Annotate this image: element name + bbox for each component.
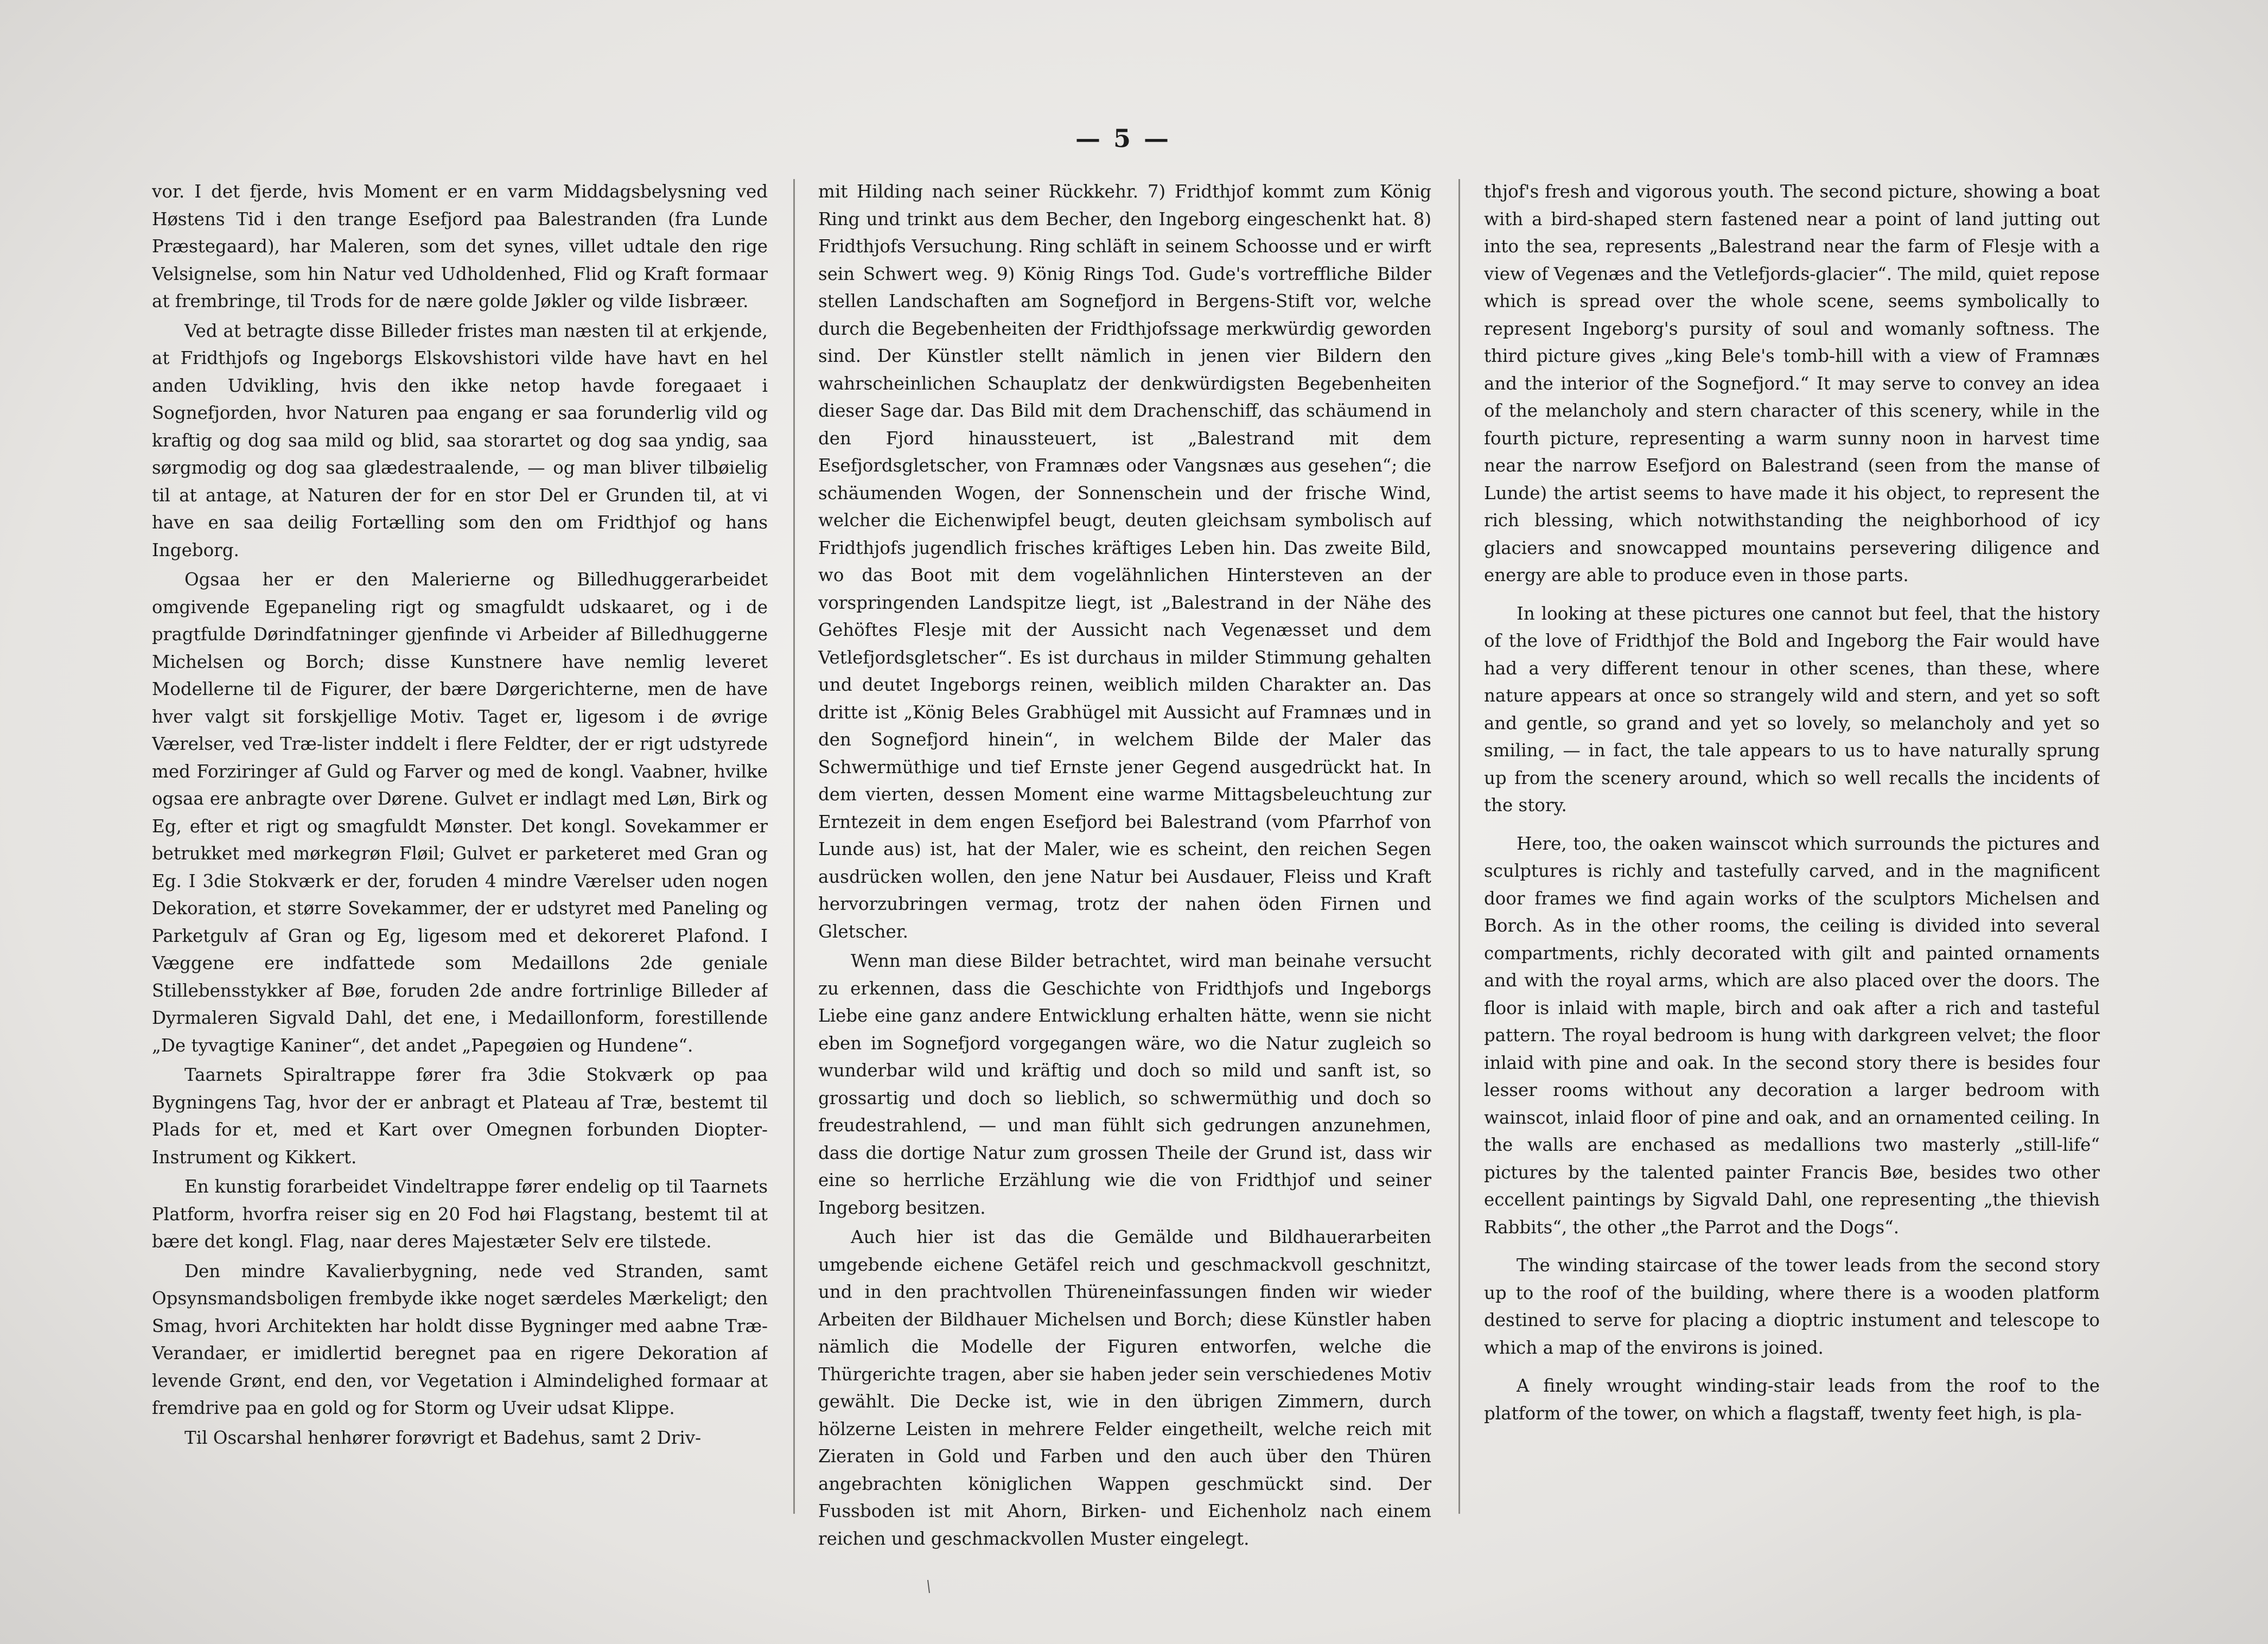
column-divider: [793, 179, 795, 1514]
paragraph: Wenn man diese Bilder betrachtet, wird man beinahe versucht zu erkennen, dass die Geschichte von Fridthjofs und Ingeborgs Liebe eine ganz andere Entwicklung erhalten hätte, wenn sie nicht eben im Sognefjord vorgegangen wäre, wo die Natur zugleich so wunderbar wild und kräftig und doch so mild und sanft ist, so grossartig und doch so lieblich, so schwermüthig und doch so freudestrahlend, — und man fühlt sich gedrungen anzunehmen, dass die dortige Natur zum grossen Theile der Grund ist, dass wir eine so herrliche Erzählung wie die von Fridthjof und seiner Ingeborg besitzen.: [818, 951, 1431, 1218]
norwegian-text-column: [152, 178, 768, 1567]
paragraph: Auch hier ist das die Gemälde und Bildhauerarbeiten umgebende eichene Getäfel reich und geschmackvoll geschnitzt, und in den prachtvollen Thüreneinfassungen finden wir wieder Arbeiten der Bildhauer Michelsen und Borch; diese Künstler haben nämlich die Modelle der Figuren entworfen, welche die Thürgerichte tragen, aber sie haben jeder sein verschiedenes Motiv gewählt. Die Decke ist, wie in den übrigen Zimmern, durch hölzerne Leisten in mehrere Felder eingetheilt, welche reich mit Zieraten in Gold und Farben und den auch über den Thüren angebrachten königlichen Wappen geschmückt sind. Der Fussboden ist mit Ahorn, Birken- und Eichenholz nach einem reichen und geschmackvollen Muster eingelegt.: [818, 1227, 1431, 1549]
paragraph: Den mindre Kavalierbygning, nede ved Stranden, samt Opsynsmandsboligen frembyde ikke noget særdeles Mærkeligt; den Smag, hvori Architekten har holdt disse Bygninger med aabne Træ-Verandaer, er imidlertid beregnet paa en rigere Dekoration af levende Grønt, end den, vor Vegetation i Almindelighed formaar at fremdrive paa en gold og for Storm og Uveir udsat Klippe.: [152, 1260, 768, 1418]
paragraph: In looking at these pictures one cannot but feel, that the history of the love of Fridthjof the Bold and Ingeborg the Fair would have had a very different tenour in other scenes, than these, where nature appears at once so strangely wild and stern, and yet so soft and gentle, so grand and yet so lovely, so melancholy and yet so smiling, — in fact, the tale appears to us to have naturally sprung up from the scenery around, which so well recalls the incidents of the story.: [1484, 603, 2100, 815]
page-number: — 5 —: [1075, 124, 1171, 153]
paragraph: Taarnets Spiraltrappe fører fra 3die Stokværk op paa Bygningens Tag, hvor der er anbragt et Plateau af Træ, bestemt til Plads for et, med et Kart over Omegnen forbunden Diopter-Instrument og Kikkert.: [152, 1065, 768, 1168]
english-text-column: [1484, 178, 2100, 1567]
german-text-column: [818, 178, 1431, 1567]
paragraph: Here, too, the oaken wainscot which surrounds the pictures and sculptures is richly and tastefully carved, and in the magnificent door frames we find again works of the sculptors Michelsen and Borch. As in the other rooms, the ceiling is divided into several compartments, richly decorated with gilt and painted ornaments and with the royal arms, which are also placed over the doors. The floor is inlaid with maple, birch and oak after a rich and tasteful pattern. The royal bedroom is hung with darkgreen velvet; the floor inlaid with pine and oak. In the second story there is besides four lesser rooms without any decoration a larger bedroom with wainscot, inlaid floor of pine and oak, and an ornamented ceiling. In the walls are enchased as medallions two masterly „still-life“ pictures by the talented painter Francis Bøe, besides two other eccellent paintings by Sigvald Dahl, one representing „the thievish Rabbits“, the other „the Parrot and the Dogs“.: [1484, 833, 2100, 1238]
paragraph: Ogsaa her er den Malerierne og Billedhuggerarbeidet omgivende Egepaneling rigt og smagfuldt udskaaret, og i de pragtfulde Dørindfatninger gjenfinde vi Arbeider af Billedhuggerne Michelsen og Borch; disse Kunstnere have nemlig leveret Modellerne til de Figurer, der bære Dørgerichterne, men de have hver valgt sit forskjellige Motiv. Taget er, ligesom i de øvrige Værelser, ved Træ-lister inddelt i flere Feldter, der er rigt udstyrede med Forziringer af Guld og Farver og med de kongl. Vaabner, hvilke ogsaa ere anbragte over Dørene. Gulvet er indlagt med Løn, Birk og Eg, efter et rigt og smagfuldt Mønster. Det kongl. Sovekammer er betrukket med mørkegrøn Fløil; Gulvet er parketeret med Gran og Eg. I 3die Stokværk er der, foruden 4 mindre Værelser uden nogen Dekoration, et større Sovekammer, der er udstyret med Paneling og Parketgulv af Gran og Eg, ligesom med et dekoreret Plafond. I Væggene ere indfattede som Medaillons 2de geniale Stillebensstykker af Bøe, foruden 2de andre fortrinlige Billeder af Dyrmaleren Sigvald Dahl, det ene, i Medaillonform, forestillende „De tyvagtige Kaniner“, det andet „Papegøien og Hundene“.: [152, 569, 768, 1056]
paragraph: A finely wrought winding-stair leads from the roof to the platform of the tower, on which a flagstaff, twenty feet high, is pla-: [1484, 1375, 2100, 1424]
ink-speck: [927, 1579, 931, 1595]
paragraph: Ved at betragte disse Billeder fristes man næsten til at erkjende, at Fridthjofs og Ingeborgs Elskovshistori vilde have havt en hel anden Udvikling, hvis den ikke netop havde foregaaet i Sognefjorden, hvor Naturen paa engang er saa forunderlig vild og kraftig og dog saa mild og blid, saa storartet og dog saa yndig, saa sørgmodig og dog saa glædestraalende, — og man bliver tilbøielig til at antage, at Naturen der for en stor Del er Grunden til, at vi have en saa deilig Fortælling som den om Fridthjof og hans Ingeborg.: [152, 320, 768, 560]
paragraph: The winding staircase of the tower leads from the second story up to the roof of the building, where there is a wooden platform destined to serve for placing a dioptric instument and telescope to which a map of the environs is joined.: [1484, 1255, 2100, 1358]
paragraph: mit Hilding nach seiner Rückkehr. 7) Fridthjof kommt zum König Ring und trinkt aus dem Becher, den Ingeborg eingeschenkt hat. 8) Fridthjofs Versuchung. Ring schläft in seinem Schoosse und er wirft sein Schwert weg. 9) König Rings Tod. Gude's vortreffliche Bilder stellen Landschaften am Sognefjord in Bergens-Stift vor, welche durch die Begebenheiten der Fridthjofssage merkwürdig geworden sind. Der Künstler stellt nämlich in jenen vier Bildern den wahrscheinlichen Schauplatz der denkwürdigsten Begebenheiten dieser Sage dar. Das Bild mit dem Drachenschiff, das schäumend in den Fjord hinaussteuert, ist „Balestrand mit dem Esefjordsgletscher, von Framnæs oder Vangsnæs aus gesehen“; die schäumenden Wogen, der Sonnenschein und der frische Wind, welcher die Eichenwipfel beugt, deuten gleichsam symbolisch auf Fridthjofs jugendlich frisches kräftiges Leben hin. Das zweite Bild, wo das Boot mit dem vogelähnlichen Hintersteven an der vorspringenden Landspitze liegt, ist „Balestrand in der Nähe des Gehöftes Flesje mit der Aussicht nach Vegenæsset und dem Vetlefjordsgletscher“. Es ist durchaus in milder Stimmung gehalten und deutet Ingeborgs reinen, weiblich milden Charakter an. Das dritte ist „König Beles Grabhügel mit Aussicht auf Framnæs und in den Sognefjord hinein“, in welchem Bilde der Maler das Schwermüthige und tief Ernste jener Gegend ausgedrückt hat. In dem vierten, dessen Moment eine warme Mittagsbeleuchtung zur Erntezeit in dem engen Esefjord bei Balestrand (vom Pfarrhof von Lunde aus) ist, hat der Maler, wie es scheint, den reichen Segen ausdrücken wollen, den jene Natur bei Ausdauer, Fleiss und Kraft hervorzubringen vermag, trotz der nahen öden Firnen und Gletscher.: [818, 181, 1431, 942]
paragraph: Til Oscarshal henhører forøvrigt et Badehus, samt 2 Driv-: [184, 1427, 702, 1448]
column-divider: [1458, 179, 1460, 1514]
paragraph: thjof's fresh and vigorous youth. The second picture, showing a boat with a bird-shaped stern fastened near a point of land jutting out into the sea, represents „Balestrand near the farm of Flesje with a view of Vegenæs and the Vetlefjords-glacier“. The mild, quiet repose which is spread over the whole scene, seems symbolically to represent Ingeborg's pursity of soul and womanly softness. The third picture gives „king Bele's tomb-hill with a view of Framnæs and the interior of the Sognefjord.“ It may serve to convey an idea of the melancholy and stern character of this scenery, while in the fourth picture, representing a warm sunny noon in harvest time near the narrow Esefjord on Balestrand (seen from the manse of Lunde) the artist seems to have made it his object, to represent the rich blessing, which notwithstanding the neighborhood of icy glaciers and snowcapped mountains persevering diligence and energy are able to produce even in those parts.: [1484, 181, 2100, 585]
paragraph: En kunstig forarbeidet Vindeltrappe fører endelig op til Taarnets Platform, hvorfra reiser sig en 20 Fod høi Flagstang, bestemt til at bære det kongl. Flag, naar deres Majestæter Selv ere tilstede.: [152, 1176, 768, 1252]
paragraph: vor. I det fjerde, hvis Moment er en varm Middagsbelysning ved Høstens Tid i den trange Esefjord paa Balestranden (fra Lunde Præstegaard), har Maleren, som det synes, villet udtale den rige Velsignelse, som hin Natur ved Udholdenhed, Flid og Kraft formaar at frembringe, til Trods for de nære golde Jøkler og vilde Iisbræer.: [152, 181, 768, 311]
